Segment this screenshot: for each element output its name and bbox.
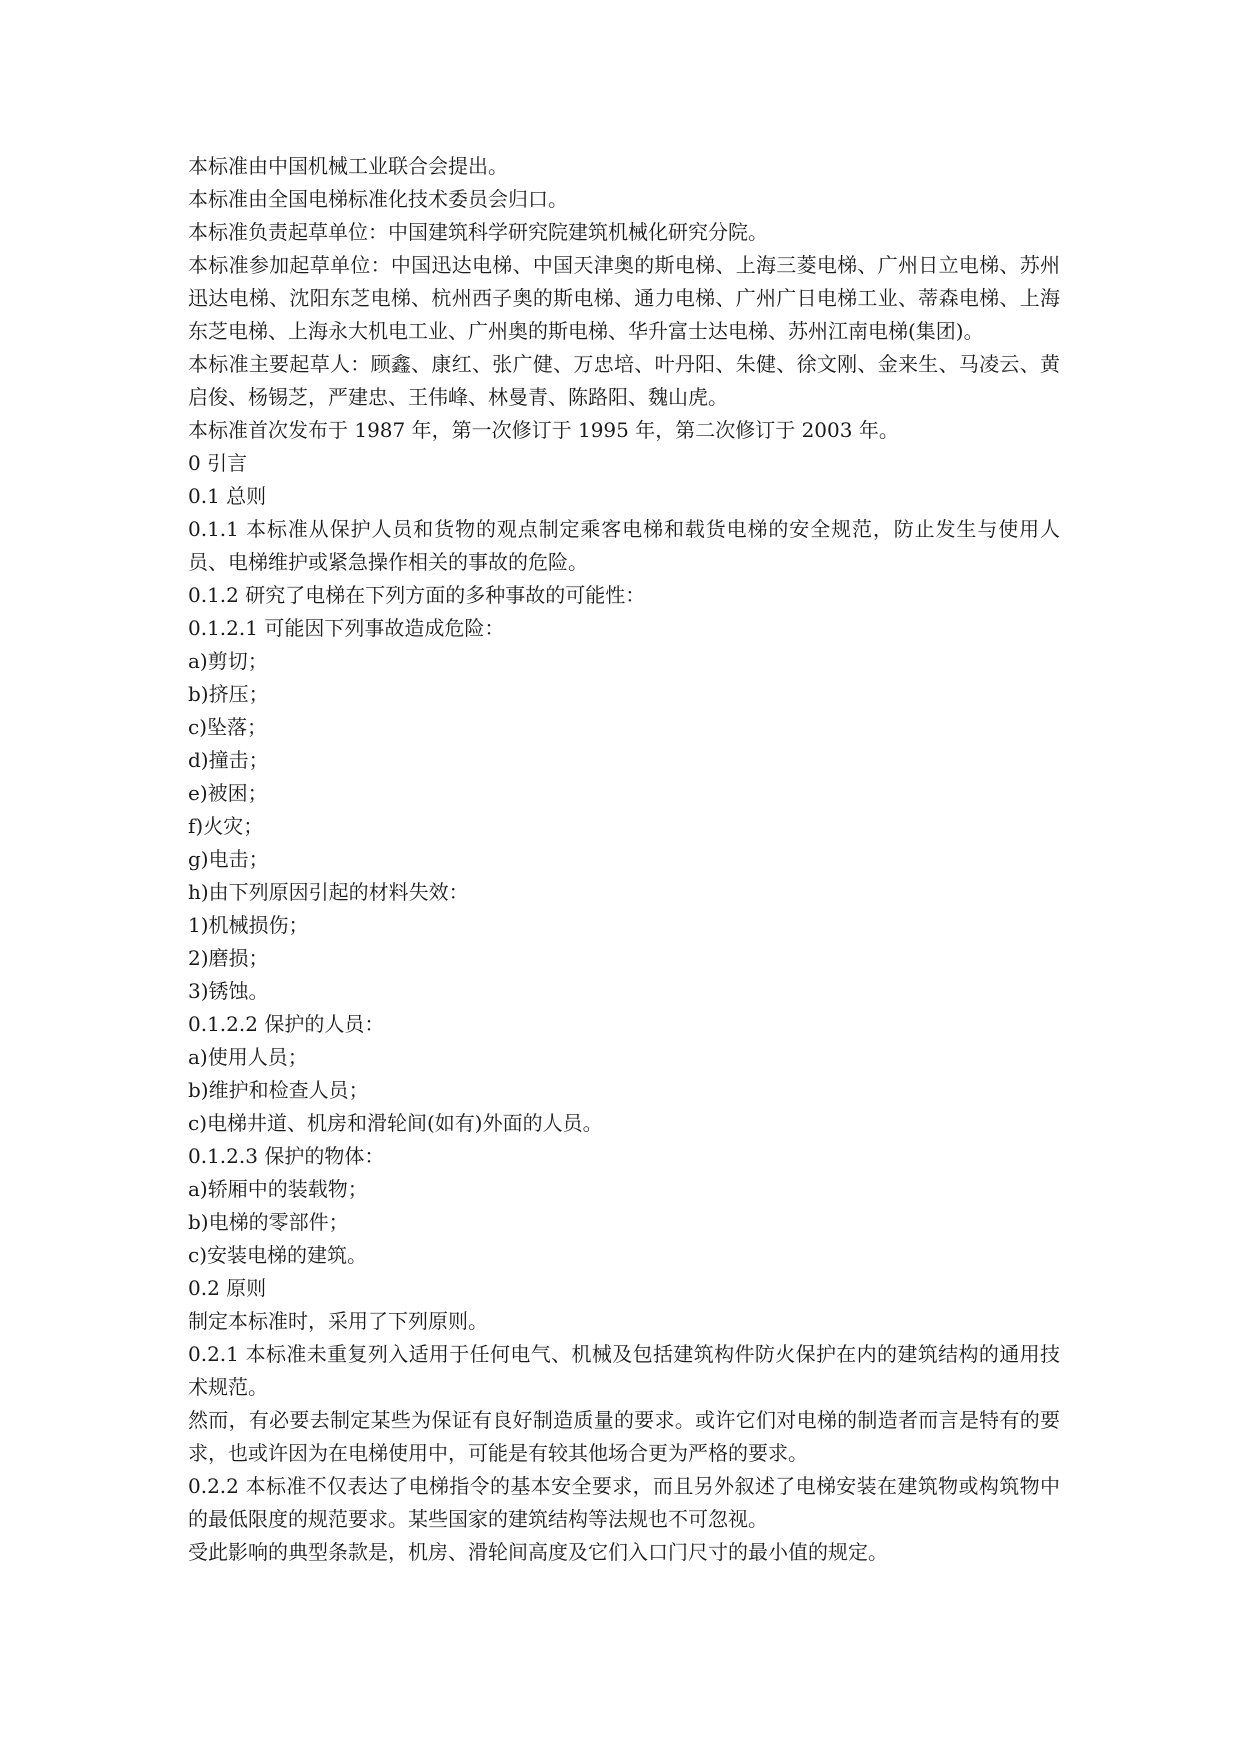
list-item: 1)机械损伤； [188, 913, 309, 937]
list-item: f)火灾； [188, 814, 264, 838]
list-item: b)挤压； [188, 682, 269, 706]
list-item: a)使用人员； [188, 1045, 308, 1069]
list-item: a)剪切； [188, 649, 268, 673]
list-item: 3)锈蚀。 [188, 979, 269, 1003]
clause-0-1-2-1: 0.1.2.1 可能因下列事故造成危险： [188, 616, 505, 640]
paragraph-participating-drafters: 本标准参加起草单位：中国迅达电梯、中国天津奥的斯电梯、上海三菱电梯、广州日立电梯、苏州迅达电梯、沈阳东芝电梯、杭州西子奥的斯电梯、通力电梯、广州广日电梯工业、蒂森电梯、上海东芝电梯、上海永大机电工业、广州奥的斯电梯、华升富士达电梯、苏州江南电梯(集团)。 [188, 253, 1060, 343]
clause-0-1-2-3: 0.1.2.3 保护的物体： [188, 1144, 385, 1168]
list-item: h)由下列原因引起的材料失效： [188, 880, 469, 904]
paragraph-lead-drafter: 本标准负责起草单位：中国建筑科学研究院建筑机械化研究分院。 [188, 220, 768, 244]
section-heading-general: 0.1 总则 [188, 484, 267, 508]
clause-0-1-2-2: 0.1.2.2 保护的人员： [188, 1012, 385, 1036]
list-item: c)电梯井道、机房和滑轮间(如有)外面的人员。 [188, 1111, 603, 1135]
list-item: b)电梯的零部件； [188, 1210, 349, 1234]
list-item: e)被困； [188, 781, 268, 805]
section-heading-principles: 0.2 原则 [188, 1276, 267, 1300]
list-item: c)安装电梯的建筑。 [188, 1243, 368, 1267]
paragraph-quality-requirements: 然而，有必要去制定某些为保证有良好制造质量的要求。或许它们对电梯的制造者而言是特有的要求，也或许因为在电梯使用中，可能是有较其他场合更为严格的要求。 [188, 1408, 1060, 1465]
paragraph-publication-history: 本标准首次发布于 1987 年，第一次修订于 1995 年，第二次修订于 2003 年。 [188, 418, 899, 442]
clause-0-1-1: 0.1.1 本标准从保护人员和货物的观点制定乘客电梯和载货电梯的安全规范，防止发生与使用人员、电梯维护或紧急操作相关的事故的危险。 [188, 517, 1060, 574]
paragraph-typical-clauses: 受此影响的典型条款是，机房、滑轮间高度及它们入口门尺寸的最小值的规定。 [188, 1540, 888, 1564]
list-item: a)轿厢中的装载物； [188, 1177, 368, 1201]
list-item: 2)磨损； [188, 946, 269, 970]
list-item: b)维护和检查人员； [188, 1078, 369, 1102]
document-body [188, 150, 1060, 1569]
paragraph-main-drafters: 本标准主要起草人：顾鑫、康红、张广健、万忠培、叶丹阳、朱健、徐文刚、金来生、马凌云、黄启俊、杨锡芝，严建忠、王伟峰、林曼青、陈路阳、魏山虎。 [188, 352, 1060, 409]
list-item: d)撞击； [188, 748, 269, 772]
paragraph-proposer: 本标准由中国机械工业联合会提出。 [188, 154, 508, 178]
list-item: g)电击； [188, 847, 269, 871]
paragraph-principles-intro: 制定本标准时，采用了下列原则。 [188, 1309, 488, 1333]
clause-0-2-1: 0.2.1 本标准未重复列入适用于任何电气、机械及包括建筑构件防火保护在内的建筑结构的通用技术规范。 [188, 1342, 1060, 1399]
clause-0-1-2: 0.1.2 研究了电梯在下列方面的多种事故的可能性： [188, 583, 646, 607]
section-heading-introduction: 0 引言 [188, 451, 248, 475]
paragraph-administration: 本标准由全国电梯标准化技术委员会归口。 [188, 187, 568, 211]
clause-0-2-2: 0.2.2 本标准不仅表达了电梯指令的基本安全要求，而且另外叙述了电梯安装在建筑物或构筑物中的最低限度的规范要求。某些国家的建筑结构等法规也不可忽视。 [188, 1474, 1060, 1531]
list-item: c)坠落； [188, 715, 268, 739]
